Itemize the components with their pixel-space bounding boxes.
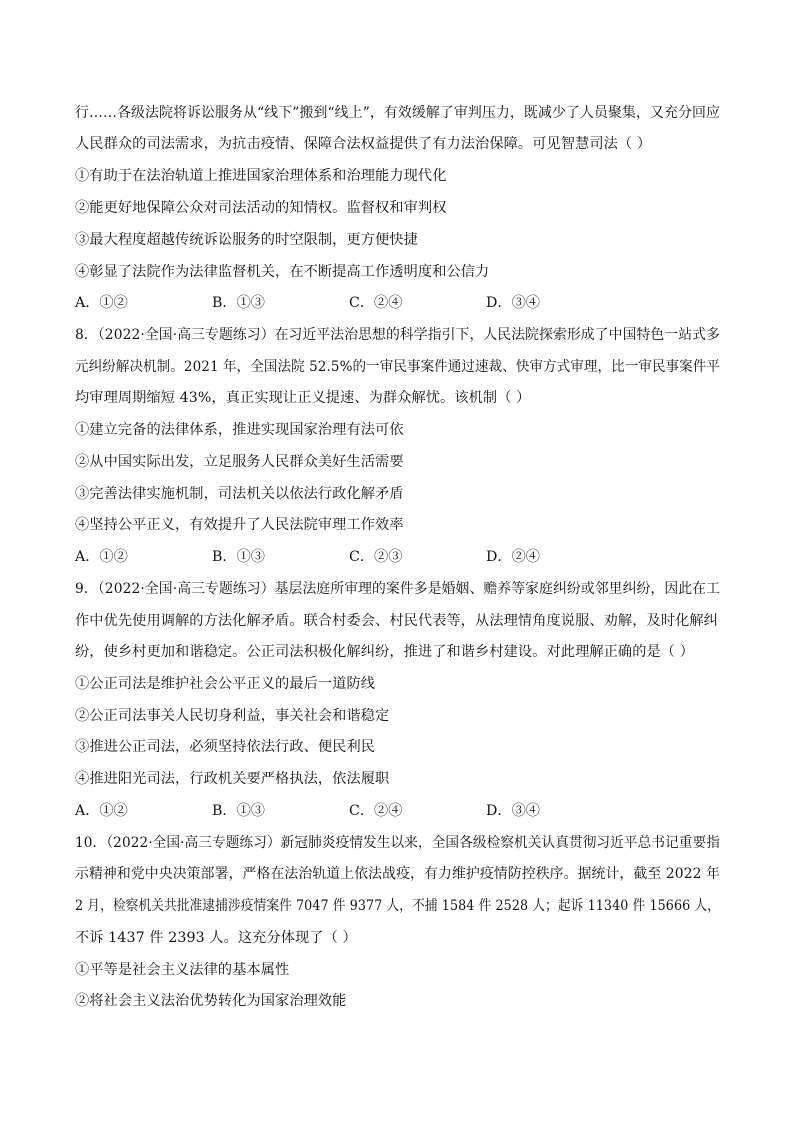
option-a: A．①② [75,803,128,819]
option-a: A．①② [75,549,128,565]
stem-line: 人民群众的司法需求，为抗击疫情、保障合法权益提供了有力法治保障。可见智慧司法（ ） [75,136,652,152]
option-c: C．②④ [349,803,403,819]
statement-2: ②能更好地保障公众对司法活动的知情权。监督权和审判权 [75,200,447,216]
statement-3: ③推进公正司法，必须坚持依法行政、便民利民 [75,739,376,755]
stem-line: 纷，使乡村更加和谐稳定。公正司法积极化解纠纷，推进了和谐乡村建设。对此理解正确的是（ ） [75,644,694,660]
stem-line: 作中优先使用调解的方法化解矛盾。联合村委会、村民代表等，从法理情角度说服、劝解，及时化解纠 [75,613,718,629]
statement-1: ①有助于在法治轨道上推进国家治理体系和治理能力现代化 [75,168,447,184]
option-d: D．③④ [486,295,540,311]
stem-line: 9．（2022·全国·高三专题练习）基层法庭所审理的案件多是婚姻、赡养等家庭纠纷或邻里纠纷，因此在工 [75,581,720,597]
option-c: C．②④ [349,295,403,311]
stem-line: 行……各级法院将诉讼服务从“线下”搬到“线上”，有效缓解了审判压力，既减少了人员聚集，又充分回应 [75,105,720,121]
stem-line: 元纠纷解决机制。2021 年，全国法院 52.5%的一审民事案件通过速裁、快审方式审理，比一审民事案件平 [75,359,720,375]
statement-3: ③最大程度超越传统诉讼服务的时空限制，更方便快捷 [75,232,418,248]
option-b: B．①③ [212,803,265,819]
statement-2: ②从中国实际出发，立足服务人民群众美好生活需要 [75,454,404,470]
stem-line: 不诉 1437 件 2393 人。这充分体现了（ ） [75,930,357,946]
statement-1: ①公正司法是维护社会公平正义的最后一道防线 [75,676,376,692]
stem-line: 示精神和党中央决策部署，严格在法治轨道上依法战疫，有力维护疫情防控秩序。据统计，截至 2022 年 [75,866,720,882]
stem-line: 8．（2022·全国·高三专题练习）在习近平法治思想的科学指引下，人民法院探索形成了中国特色一站式多 [75,327,720,343]
statement-4: ④彰显了法院作为法律监督机关，在不断提高工作透明度和公信力 [75,264,490,280]
stem-line: 10．（2022·全国·高三专题练习）新冠肺炎疫情发生以来，全国各级检察机关认真贯彻习近平总书记重要指 [75,835,720,851]
statement-3: ③完善法律实施机制，司法机关以依法行政化解矛盾 [75,486,404,502]
statement-1: ①平等是社会主义法律的基本属性 [75,962,290,978]
stem-line: 均审理周期缩短 43%，真正实现让正义提速、为群众解忧。该机制（ ） [75,390,531,406]
statement-1: ①建立完备的法律体系，推进实现国家治理有法可依 [75,422,404,438]
statement-2: ②公正司法事关人民切身利益，事关社会和谐稳定 [75,708,390,724]
statement-4: ④推进阳光司法，行政机关要严格执法，依法履职 [75,771,390,787]
option-b: B．①③ [212,549,265,565]
statement-4: ④坚持公平正义，有效提升了人民法院审理工作效率 [75,517,404,533]
option-d: D．③④ [486,803,540,819]
option-c: C．②③ [349,549,403,565]
statement-2: ②将社会主义法治优势转化为国家治理效能 [75,993,347,1009]
option-b: B．①③ [212,295,265,311]
stem-line: 2 月，检察机关共批准逮捕涉疫情案件 7047 件 9377 人，不捕 1584 件 2528 人；起诉 11340 件 15666 人， [75,898,720,914]
option-a: A．①② [75,295,128,311]
option-d: D．②④ [486,549,540,565]
